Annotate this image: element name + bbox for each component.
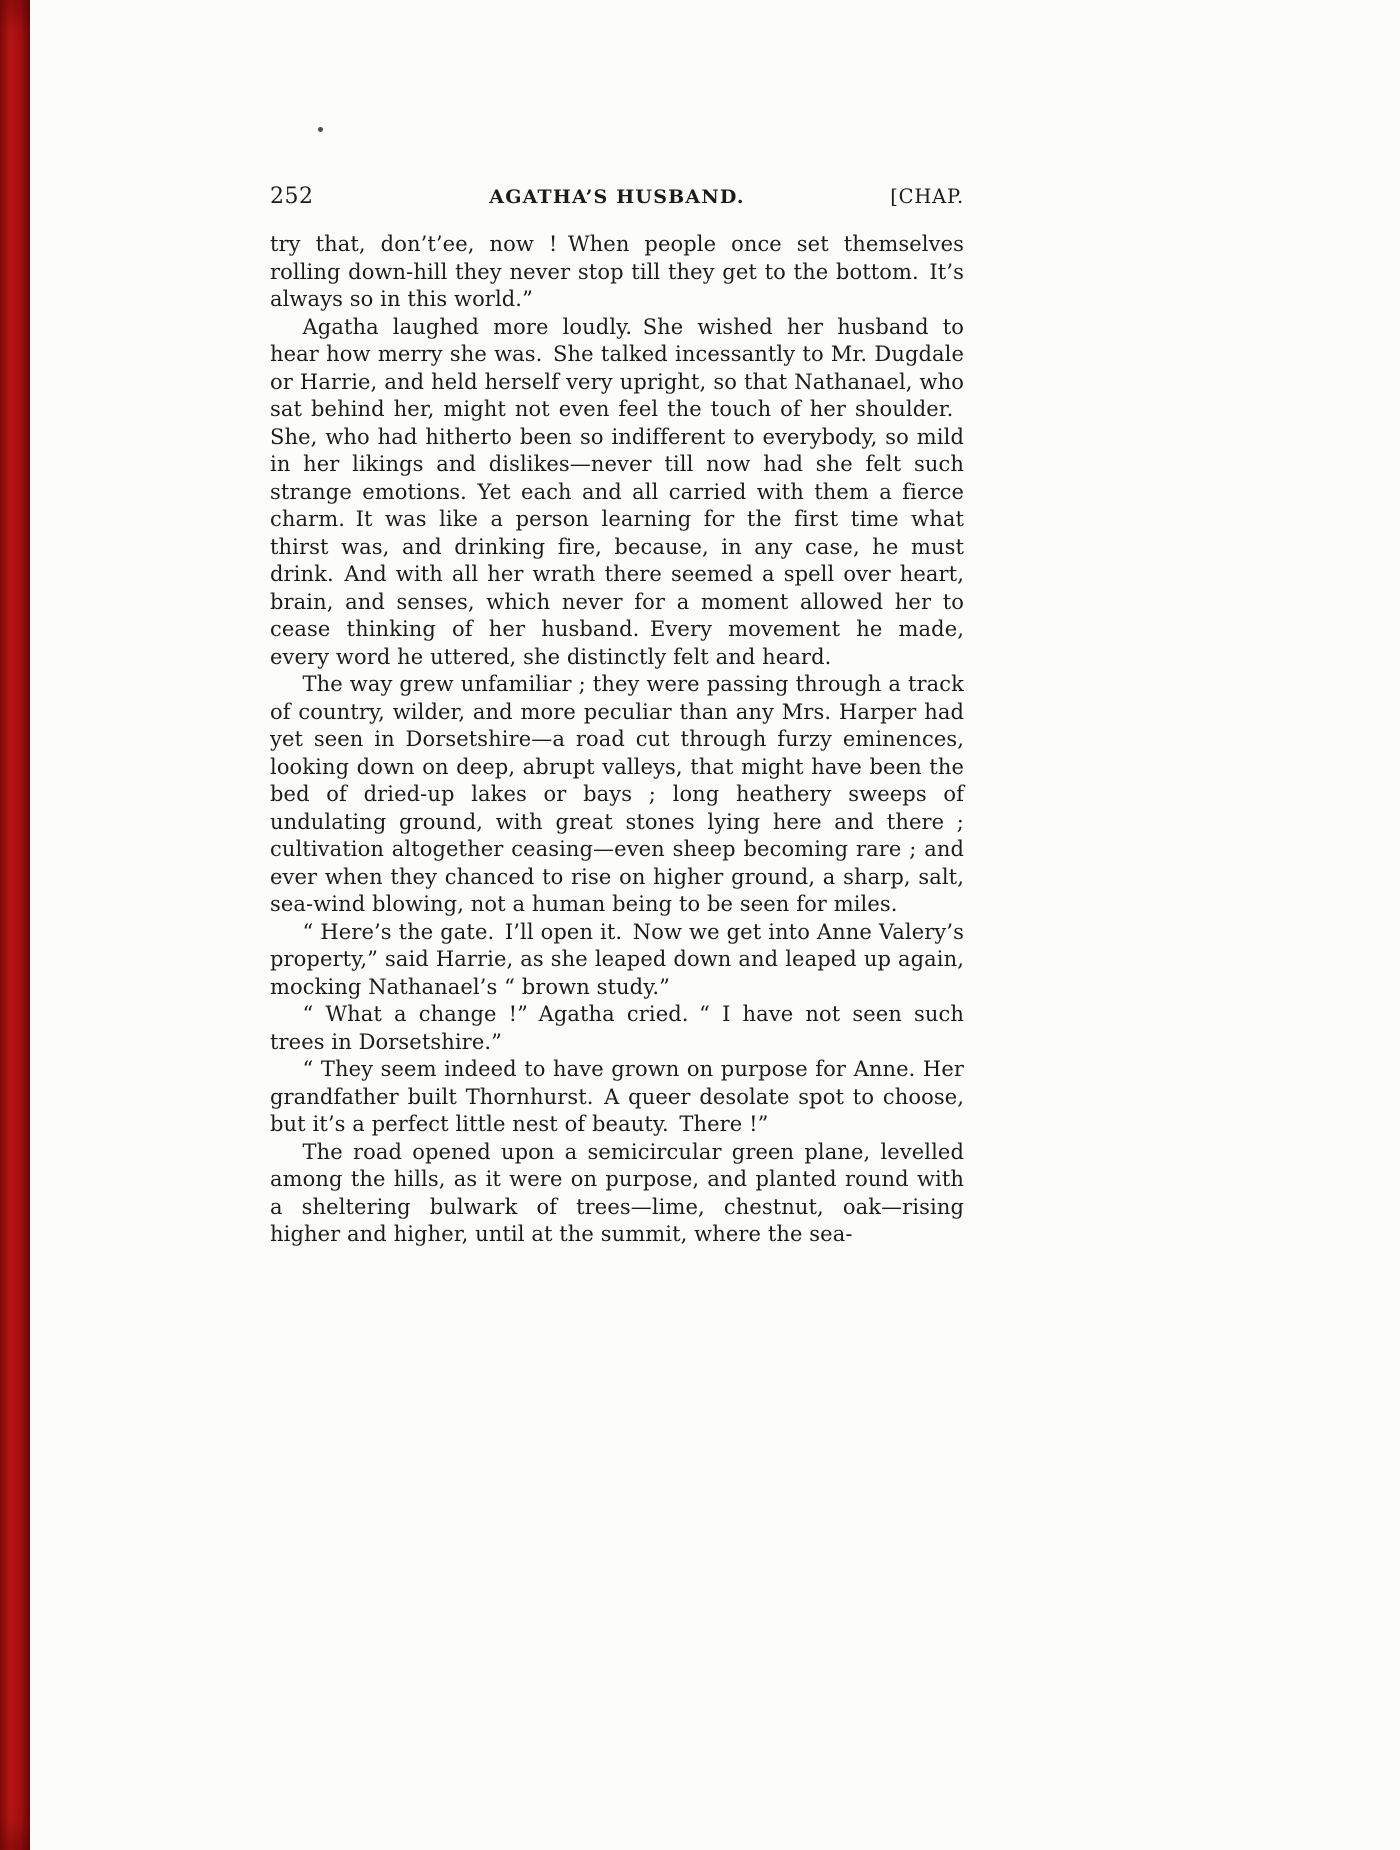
page-number: 252 — [270, 184, 314, 209]
paragraph: try that, don’t’ee, now ! When people once set themselves rolling down-hill they never stop till they get to the bottom. It’s always so in this world.” — [270, 232, 964, 311]
running-title: AGATHA’S HUSBAND. — [489, 186, 745, 208]
paragraph: “ Here’s the gate. I’ll open it. Now we get into Anne Valery’s property,” said Harrie, as she leaped down and leaped up again, mocking Nathanael’s “ brown study.” — [270, 919, 964, 999]
paragraph: Agatha laughed more loudly. She wished her husband to hear how merry she was. She talked incessantly to Mr. Dugdale or Harrie, and held herself very upright, so that Nathanael, who sat behind her, might not even feel the touch of her shoulder. She, who had hitherto been so indifferent to everybody, so mild in her likings and dislikes—never till now had she felt such strange emotions. Yet each and all carried with them a fierce charm. It was like a person learning for the first time what thirst was, and drinking fire, because, in any case, he must drink. And with all her wrath there seemed a spell over heart, brain, and senses, which never for a moment allowed her to cease thinking of her husband. Every movement he made, every word he uttered, she distinctly felt and heard. — [270, 314, 964, 669]
page-header — [270, 184, 964, 209]
chapter-marker: [CHAP. — [890, 185, 964, 208]
page-body — [270, 231, 964, 1249]
paragraph: “ What a change !” Agatha cried. “ I have not seen such trees in Dorsetshire.” — [270, 1002, 964, 1054]
scan-edge-strip — [0, 0, 30, 1850]
page-content — [270, 184, 964, 1249]
paragraph: The way grew unfamiliar ; they were passing through a track of country, wilder, and more peculiar than any Mrs. Harper had yet seen in Dorsetshire—a road cut through furzy eminences, looking down on deep, abrupt valleys, that might have been the bed of dried-up lakes or bays ; long heathery sweeps of undulating ground, with great stones lying here and there ; cultivation altogether ceasing—even sheep becoming rare ; and ever when they chanced to rise on higher ground, a sharp, salt, sea-wind blowing, not a human being to be seen for miles. — [270, 672, 964, 916]
print-artifact-dot — [318, 127, 323, 132]
paragraph: The road opened upon a semicircular green plane, levelled among the hills, as it were on purpose, and planted round with a sheltering bulwark of trees—lime, chestnut, oak—rising higher and higher, until at the summit, where the sea- — [270, 1139, 964, 1246]
paragraph: “ They seem indeed to have grown on purpose for Anne. Her grandfather built Thornhurst. A queer desolate spot to choose, but it’s a perfect little nest of beauty. There !” — [270, 1057, 964, 1136]
